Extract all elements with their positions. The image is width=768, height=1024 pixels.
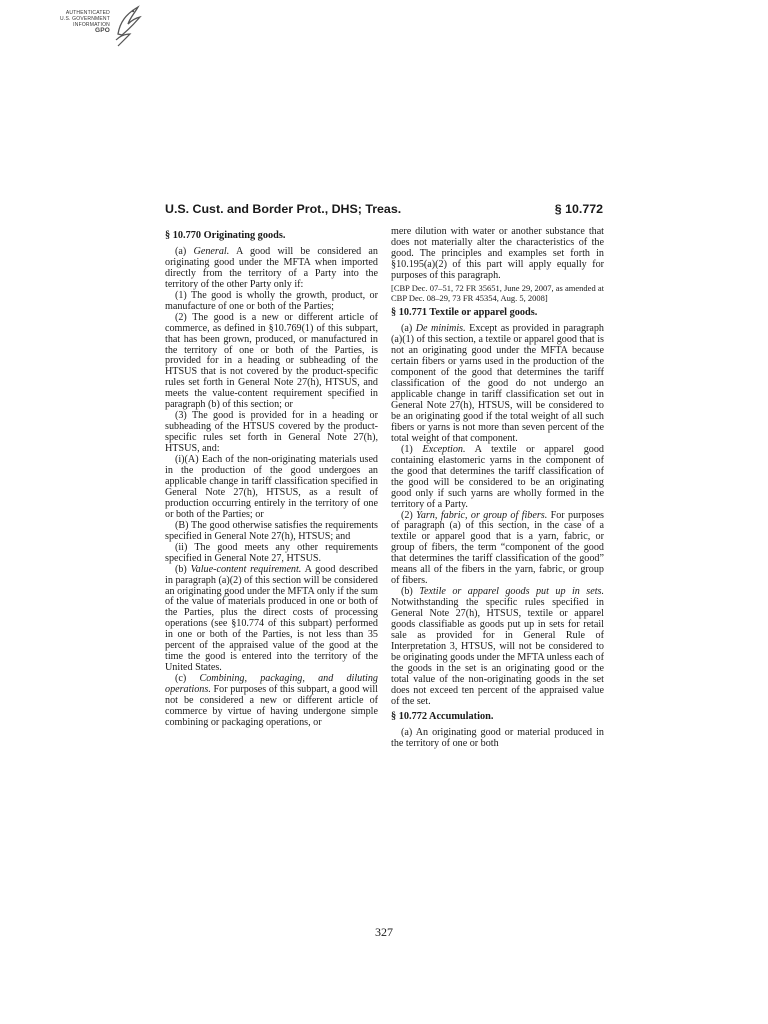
logo-line-2: U.S. GOVERNMENT [60,16,110,22]
paragraph: (a) An originating good or material produced in the territory of one or both [391,726,604,749]
paragraph-heading: De minimis. [415,323,466,335]
paragraph: (3) The good is provided for in a heading or subheading of the HTSUS covered by the product-specific rules set forth in General Note 27(h), HTSUS, and: [165,410,378,455]
paragraph: (b) Textile or apparel goods put up in sets. Notwithstanding the specific rules specified in General Note 27(h), HTSUS, textile or apparel goods classifiable as goods put up in sets for retail sale as provided for in General Rule of Interpretation 3, HTSUS, will not be considered to be originating goods under the MFTA unless each of the goods in the set is an originating good or the total value of the non-originating goods in the set does not exceed ten percent of the appraised value of the set. [391,586,605,707]
section-heading: § 10.771 Textile or apparel goods. [391,307,538,319]
paragraph-heading: Textile or apparel goods put up in sets. [419,586,605,598]
paragraph: (a) De minimis. Except as provided in paragraph (a)(1) of this section, a textile or apparel good that is not an originating good under the MFTA because certain fibers or yarns used in the production of the component of the good that determines the tariff classification of the good do not undergo an applicable change in tariff classification set out in General Note 27(h), HTSUS, will be considered to be an originating good if the total weight of all such fibers or yarns is not more than seven percent of the total weight of that component. [391,323,604,444]
citation: [CBP Dec. 07–51, 72 FR 35651, June 29, 2007, as amended at CBP Dec. 08–29, 73 FR 45354, Aug. 5, 2008] [391,282,604,303]
paragraph: (a) General. A good will be considered an originating good under the MFTA when imported directly from the territory of a Party into the territory of the other Party only if: [165,245,378,290]
paragraph-heading: General. [193,245,230,257]
left-text-column [165,227,378,729]
running-header-title: U.S. Cust. and Border Prot., DHS; Treas. [165,202,402,216]
logo-line-3: INFORMATION [73,22,110,28]
paragraph: (i)(A) Each of the non-originating materials used in the production of the good undergoes an applicable change in tariff classification specified in General Note 27(h), HTSUS, as a result of production occurring entirely in the territory of one or both of the Parties; or [165,454,378,520]
paragraph: (B) The good otherwise satisfies the requirements specified in General Note 27(h), HTSUS; and [165,519,378,542]
paragraph: (ii) The good meets any other requirements specified in General Note 27, HTSUS. [165,541,378,564]
logo-line-1: AUTHENTICATED [65,10,110,16]
paragraph: (1) Exception. A textile or apparel good containing elastomeric yarns in the component of the good that determines the tariff classification of the good will be considered to be an originating good only if such yarns are wholly formed in the territory of a Party. [391,443,604,510]
paragraph-heading: Yarn, fabric, or group of fibers. [416,509,548,521]
paragraph-heading: Combining, packaging, and diluting operations. [165,673,378,696]
paragraph: (c) Combining, packaging, and diluting operations. For purposes of this subpart, a good will not be considered a new or different article of commerce by virtue of having undergone simple combining or packaging operations, or [165,673,378,728]
paragraph: mere dilution with water or another substance that does not materially alter the characteristics of the good. The principles and examples set forth in §10.195(a)(2) of this part will apply equally for purposes of this paragraph. [391,226,604,281]
page-number: 327 [375,925,393,939]
section-heading: § 10.770 Originating goods. [165,230,286,241]
paragraph-heading: Exception. [422,443,466,455]
paragraph: (1) The good is wholly the growth, product, or manufacture of one or both of the Parties; [165,289,378,312]
paragraph: (b) Value-content requirement. A good described in paragraph (a)(2) of this section will be considered an originating good under the MFTA only if the sum of the value of materials produced in one or both of the Parties, plus the direct costs of processing operations (see §10.774 of this subpart) performed in one or both of the Parties, is not less than 35 percent of the appraised value of the good at the time the good is entered into the territory of the United States. [165,563,378,674]
section-heading: § 10.772 Accumulation. [391,710,494,722]
running-header-section: § 10.772 [554,202,603,216]
right-text-column [391,227,604,750]
eagle-icon [112,4,142,48]
gpo-logo-text [30,10,110,34]
paragraph-heading: Value-content requirement. [190,563,302,575]
paragraph: (2) Yarn, fabric, or group of fibers. For purposes of paragraph (a) of this section, in the case of a textile or apparel good that is a yarn, fabric, or group of fibers, the term “component of the good that determines the tariff classification of the good” means all of the fibers in the yarn, fabric, or group of fibers. [391,509,604,587]
gpo-authentication-logo [30,4,142,48]
paragraph: (2) The good is a new or different article of commerce, as defined in §10.769(1) of this subpart, that has been grown, produced, or manufactured in the territory of one or both of the Parties, is provided for in a heading or subheading of the HTSUS that is not covered by the product-specific rules set forth in General Note 27(h), HTSUS, and meets the value-content requirement specified in paragraph (b) of this section; or [165,311,378,411]
running-header [165,202,603,220]
logo-line-4: GPO [94,27,110,34]
